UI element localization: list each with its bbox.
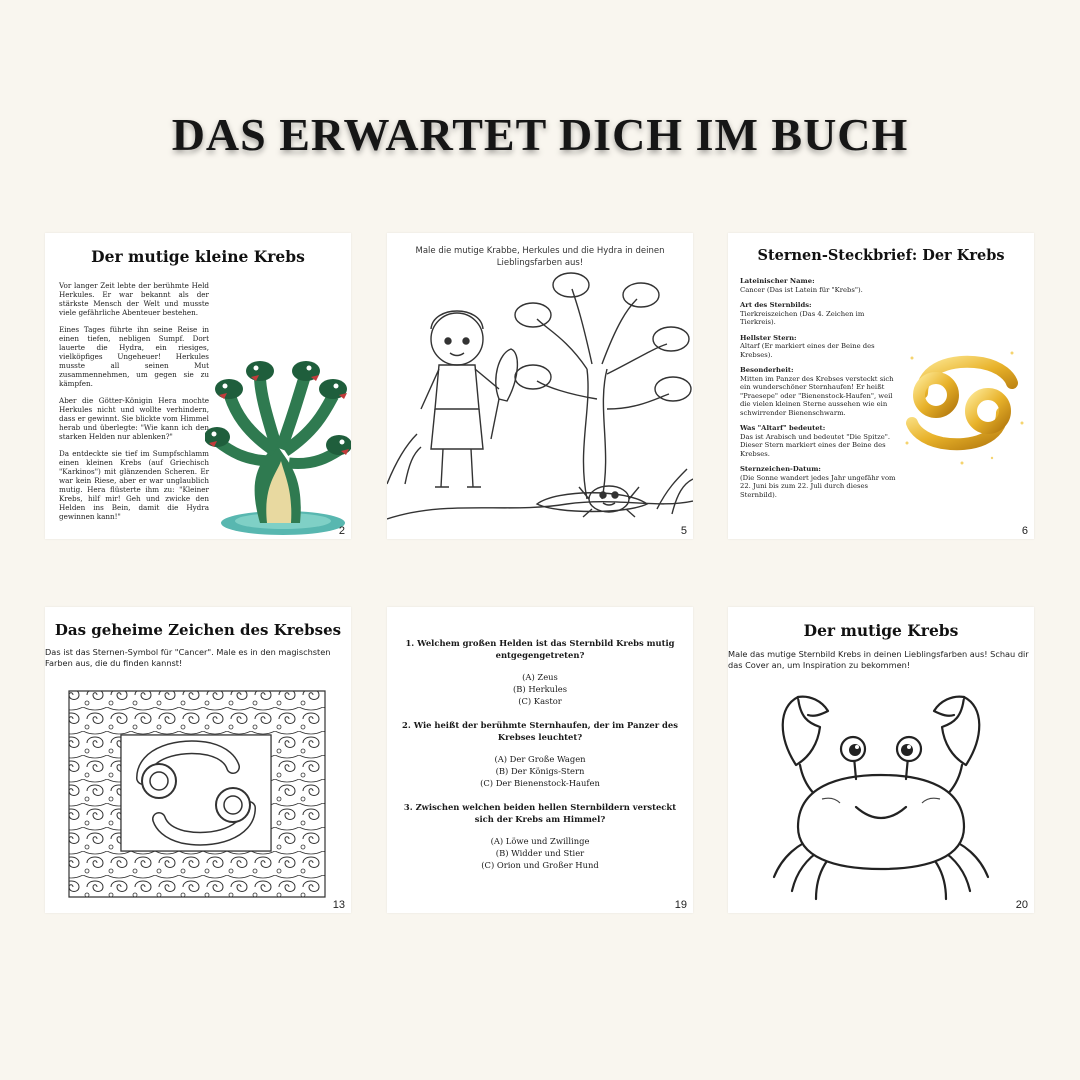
book-page-19 <box>387 607 693 913</box>
quiz-answers <box>397 835 683 871</box>
story-paragraph: Vor langer Zeit lebte der berühmte Held Herkules. Er war bekannt als der stärkste Mensch der Welt und musste viele gefährliche Abenteuer bestehen. <box>59 281 209 317</box>
quiz-answers <box>397 671 683 707</box>
page-intro: Male das mutige Sternbild Krebs in deinen Lieblingsfarben aus! Schau dir das Cover an, um Inspiration zu bekommen! <box>728 649 1029 670</box>
fact-sheet <box>740 277 900 506</box>
quiz-answer: (A) Zeus <box>522 672 558 682</box>
story-paragraph: Da entdeckte sie tief im Sumpfschlamm einen kleinen Krebs (auf Griechisch "Karkinos") mit glänzenden Scheren. Er war kein Riese, aber er war unglaublich mutig. Hera flüsterte ihm zu: "Kleiner Krebs, hilf mir! Geh und zwicke den Helden ins Bein, damit die Hydra gewinnen kann!" <box>59 449 209 521</box>
book-page-2 <box>45 233 351 539</box>
page-title: Der mutige kleine Krebs <box>91 247 305 266</box>
quiz-question: 2. Wie heißt der berühmte Sternhaufen, der im Panzer des Krebses leuchtet? <box>402 720 678 742</box>
quiz-question: 1. Welchem großen Helden ist das Sternbild Krebs mutig entgegengetreten? <box>405 638 675 660</box>
ornamental-cancer-frame <box>59 683 335 903</box>
page-caption: Male die mutige Krabbe, Herkules und die Hydra in deinen Lieblingsfarben aus! <box>415 246 665 268</box>
fact-label: Sternzeichen-Datum: <box>740 465 821 473</box>
page-number: 2 <box>338 525 345 537</box>
fact-field <box>740 465 900 499</box>
quiz-question: 3. Zwischen welchen beiden hellen Sternbildern versteckt sich der Krebs am Himmel? <box>403 802 677 824</box>
fact-field <box>740 366 900 417</box>
fact-field <box>740 277 900 294</box>
fact-label: Hellster Stern: <box>740 333 797 342</box>
page-number: 6 <box>1021 525 1028 537</box>
fact-label: Was "Altarf" bedeutet: <box>740 424 826 432</box>
fact-field <box>740 301 900 327</box>
quiz-answer: (A) Löwe und Zwillinge <box>490 836 590 846</box>
book-page-13 <box>45 607 351 913</box>
quiz-answer: (B) Herkules <box>512 684 568 694</box>
quiz-answers <box>397 753 683 789</box>
page-number: 19 <box>674 899 687 911</box>
fact-field <box>740 424 900 458</box>
page-number: 13 <box>332 899 345 911</box>
page-title: Das geheime Zeichen des Krebses <box>54 621 342 639</box>
fact-label: Lateinischer Name: <box>740 277 815 285</box>
quiz-answer: (A) Der Große Wagen <box>494 754 586 764</box>
book-page-6 <box>728 233 1034 539</box>
page-title: Der mutige Krebs <box>803 621 959 640</box>
story-text <box>59 281 209 529</box>
quiz-answer: (C) Kastor <box>518 696 562 706</box>
headline: DAS ERWARTET DICH IM BUCH <box>171 109 909 160</box>
story-paragraph: Eines Tages führte ihn seine Reise in einen tiefen, nebligen Sumpf. Dort lauerte die Hydra, ein riesiges, vielköpfiges Ungeheuer! Herkules musste all seinen Mut zusammennehmen, um gegen sie zu kämpfen. <box>59 325 209 388</box>
quiz-answer: (C) Der Bienenstock-Haufen <box>480 778 600 788</box>
fact-value: Mitten im Panzer des Krebses versteckt sich ein wunderschöner Sternhaufen! Er heißt "Praesepe" oder "Bienenstock-Haufen", weil die vielen kleinen Sterne aussehen wie ein schwirrender Bienenschwarm. <box>740 374 894 417</box>
quiz-answer: (C) Orion und Großer Hund <box>481 860 599 870</box>
story-paragraph: Aber die Götter-Königin Hera mochte Herkules nicht und wollte verhindern, dass er gewinnt. Sie blickte vom Himmel herab und überlegte: "Wie kann ich den starken Helden nur ablenken?" <box>59 396 209 441</box>
fact-value: Altarf (Er markiert eines der Beine des Krebses). <box>740 342 875 359</box>
fact-label: Art des Sternbilds: <box>740 301 812 309</box>
fact-field <box>740 334 900 360</box>
page-intro: Das ist das Sternen-Symbol für "Cancer". Male es in den magischsten Farben aus, die du finden kannst! <box>45 647 331 668</box>
hydra-illustration <box>205 351 351 537</box>
fact-label: Besonderheit: <box>740 366 794 374</box>
page-number: 20 <box>1015 899 1028 911</box>
fact-value: Cancer (Das ist Latein für "Krebs"). <box>740 285 863 294</box>
quiz-answer: (B) Der Königs-Stern <box>495 766 585 776</box>
gold-cancer-symbol <box>892 333 1032 473</box>
fact-value: Tierkreiszeichen (Das 4. Zeichen im Tierkreis). <box>740 309 865 326</box>
quiz-answer: (B) Widder und Stier <box>495 848 585 858</box>
quiz <box>397 637 683 883</box>
coloring-scene-illustration <box>387 269 693 539</box>
crab-coloring-illustration <box>738 687 1024 907</box>
page-title: Sternen-Steckbrief: Der Krebs <box>757 247 1005 264</box>
book-page-5 <box>387 233 693 539</box>
fact-value: Das ist Arabisch und bedeutet "Die Spitze". Dieser Stern markiert eines der Beine des Krebses. <box>740 432 891 458</box>
book-page-20 <box>728 607 1034 913</box>
page-number: 5 <box>680 525 687 537</box>
fact-value: (Die Sonne wandert jedes Jahr ungefähr vom 22. Juni bis zum 22. Juli durch dieses Sternbild). <box>740 473 896 499</box>
